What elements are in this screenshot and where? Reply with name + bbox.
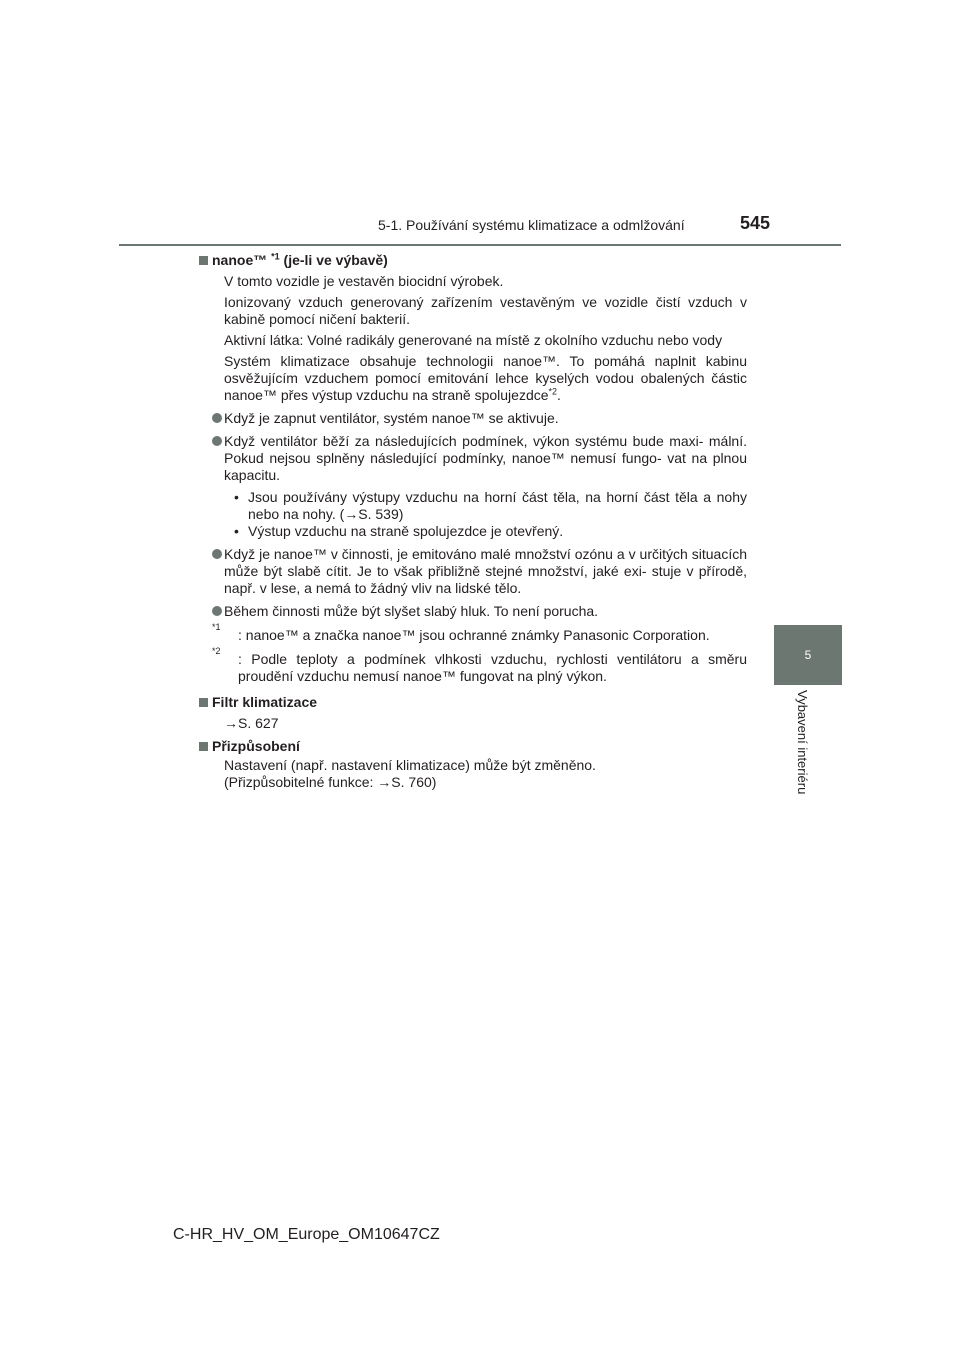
round-bullet-icon bbox=[212, 606, 222, 616]
chapter-number: 5 bbox=[804, 648, 812, 662]
footnote-ref: *1 bbox=[271, 251, 280, 262]
document-code-footer: C-HR_HV_OM_Europe_OM10647CZ bbox=[173, 1226, 440, 1243]
round-bullet-icon bbox=[212, 549, 222, 559]
footnote-ref: *2 bbox=[548, 386, 558, 397]
footnote-2: *2 : Podle teploty a podmínek vlhkosti vzduchu, rychlosti ventilátoru a směru proudění vzduchu nemusí nanoe™ fungovat na plný výkon. bbox=[212, 646, 747, 684]
round-bullet-icon bbox=[212, 413, 222, 423]
page-number: 545 bbox=[740, 213, 771, 233]
list-item: Když je zapnut ventilátor, systém nanoe™ se aktivuje. bbox=[224, 410, 747, 427]
paragraph: Nastavení (např. nastavení klimatizace) může být změněno. bbox=[224, 757, 596, 773]
sub-bullet-marker: • bbox=[234, 523, 239, 539]
paragraph: V tomto vozidle je vestavěn biocidní výrobek. bbox=[224, 273, 504, 289]
sub-bullet-marker: • bbox=[234, 489, 239, 505]
section-title-customization: Přizpůsobení bbox=[198, 738, 747, 755]
running-header-section: 5-1. Používání systému klimatizace a odmlžování bbox=[378, 217, 685, 233]
paragraph: Systém klimatizace obsahuje technologii nanoe™. To pomáhá naplnit kabinu osvěžujícím vzduchem pomocí emitování lehce kyselých vodou obalených částic nanoe™ přes výstup vzduchu na straně spolujezdce$^{*2}$. bbox=[224, 353, 747, 403]
sub-list-item: • Výstup vzduchu na straně spolujezdce je otevřený. bbox=[234, 523, 564, 539]
list-item: Když ventilátor běží za následujících podmínek, výkon systému bude maxi- mální. Pokud nejsou splněny následující podmínky, nanoe™ nemusí fungo- vat na plnou kapacitu. bbox=[224, 433, 747, 484]
round-bullet-icon bbox=[212, 436, 222, 446]
square-bullet-icon bbox=[199, 698, 208, 707]
square-bullet-icon bbox=[199, 256, 208, 265]
header-divider bbox=[119, 244, 841, 246]
paragraph: (Přizpůsobitelné funkce: →S. 760) bbox=[224, 774, 437, 790]
chapter-title-vertical: Vybavení interiéru bbox=[795, 690, 810, 795]
sub-list-item: • Jsou používány výstupy vzduchu na horní část těla, na horní část těla a nohy nebo na nohy. (→S. 539) bbox=[234, 489, 747, 522]
page-reference: →S. 627 bbox=[224, 715, 279, 731]
section-title-nanoe: nanoe™ $^{*1}$ (je-li ve výbavě) bbox=[198, 252, 747, 269]
list-item: Během činnosti může být slyšet slabý hluk. To není porucha. bbox=[224, 603, 747, 620]
section-title-filter: Filtr klimatizace bbox=[198, 694, 747, 711]
footnote-1: *1 : nanoe™ a značka nanoe™ jsou ochranné známky Panasonic Corporation. bbox=[212, 622, 710, 643]
paragraph: Ionizovaný vzduch generovaný zařízením vestavěným ve vozidle čistí vzduch v kabině pomocí ničení bakterií. bbox=[224, 294, 747, 327]
square-bullet-icon bbox=[199, 742, 208, 751]
list-item: Když je nanoe™ v činnosti, je emitováno malé množství ozónu a v určitých situacích může být slabě cítit. Je to však přibližně stejné množství, jaké exi- stuje v přírodě, např. v lese, a nemá to žádný vliv na lidské tělo. bbox=[224, 546, 747, 597]
chapter-tab bbox=[774, 625, 842, 685]
page-content bbox=[212, 252, 747, 791]
paragraph: Aktivní látka: Volné radikály generované na místě z okolního vzduchu nebo vody bbox=[224, 332, 723, 348]
